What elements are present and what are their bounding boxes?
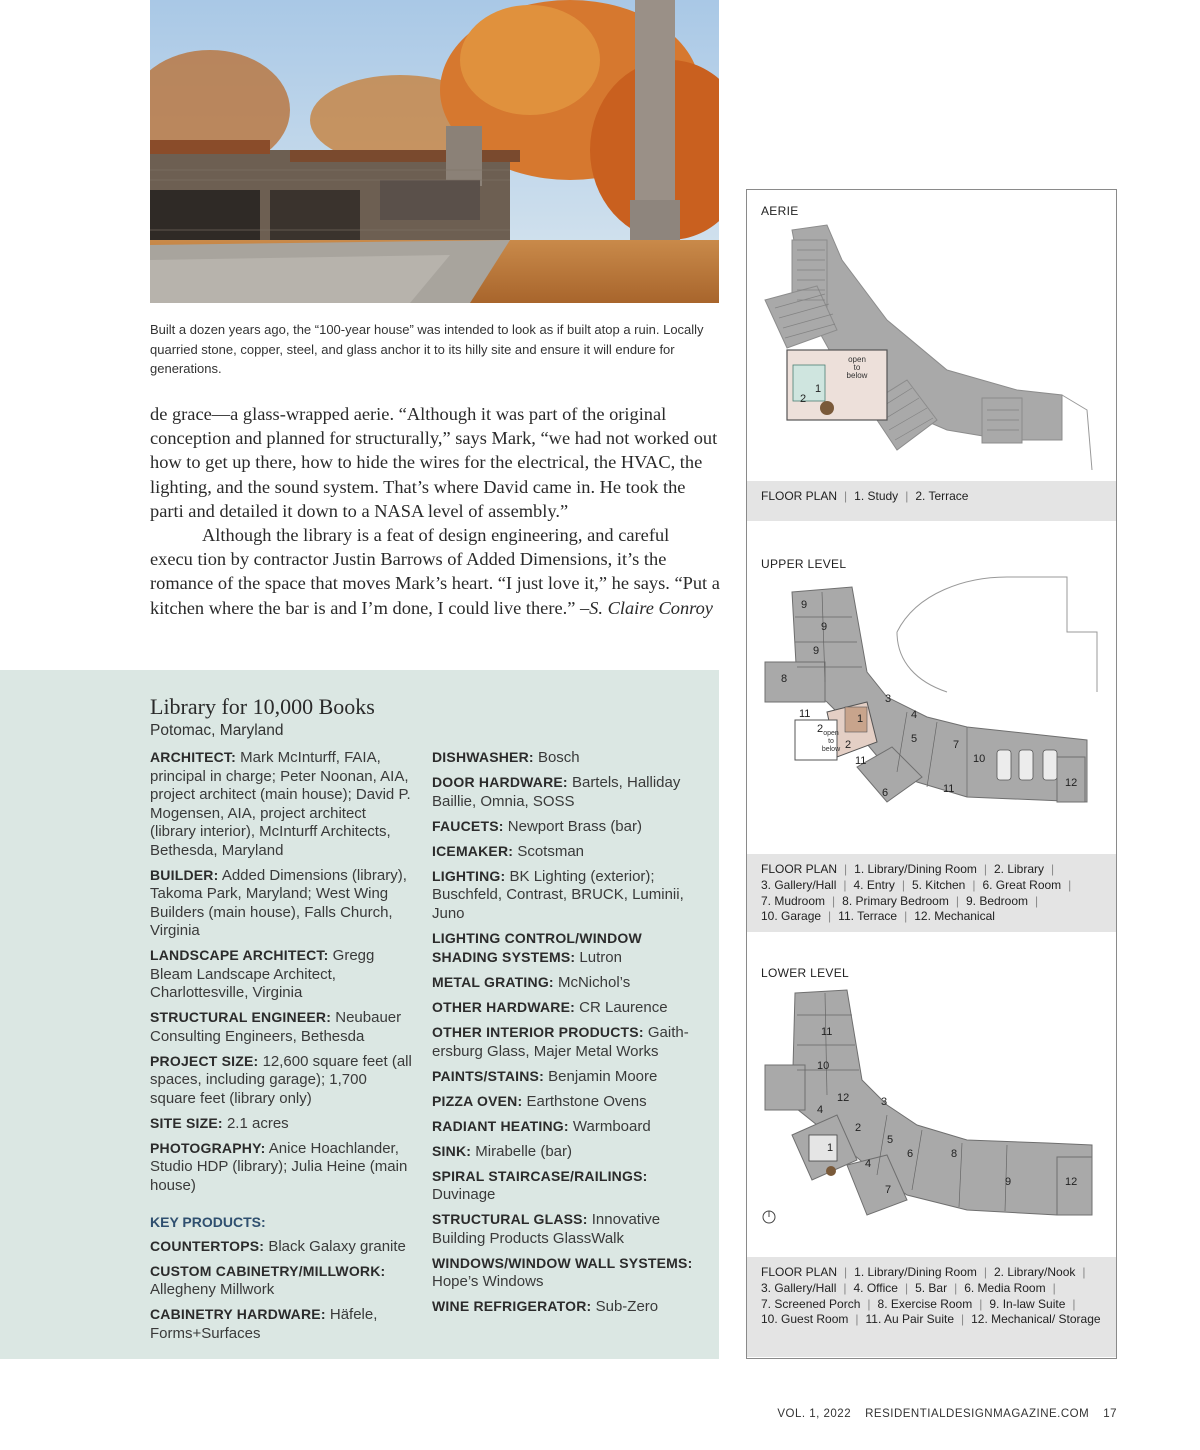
product-entry bbox=[432, 1210, 702, 1248]
product-entry bbox=[432, 998, 702, 1018]
product-label: RADIANT HEATING: bbox=[432, 1117, 569, 1134]
lower-room-label: 8 bbox=[951, 1148, 958, 1160]
legend-item: 10. Garage bbox=[761, 909, 822, 924]
credit-value: Added Dimensions (library), Takoma Park, Maryland; West Wing Builders (main house), Falls Church, Virginia bbox=[150, 866, 407, 939]
upper-room-label: 9 bbox=[801, 599, 808, 611]
product-label: PAINTS/STAINS: bbox=[432, 1067, 544, 1084]
product-value: Black Galaxy granite bbox=[268, 1237, 406, 1255]
product-label: LIGHTING CONTROL/WINDOW SHADING SYSTEMS: bbox=[432, 929, 642, 965]
credit-label: BUILDER: bbox=[150, 866, 219, 883]
product-label: DISHWASHER: bbox=[432, 749, 534, 765]
legend-item: 1. Library/Dining Room bbox=[854, 1265, 977, 1279]
upper-room-label: 5 bbox=[911, 733, 918, 745]
legend-item: 7. Screened Porch bbox=[761, 1296, 861, 1311]
lower-room-label: 4 bbox=[865, 1158, 872, 1170]
product-label: CABINETRY HARDWARE: bbox=[150, 1306, 326, 1322]
credit-label: PHOTOGRAPHY: bbox=[150, 1139, 266, 1156]
project-credits-panel bbox=[0, 670, 719, 1359]
product-value: Bartels, Halliday Baillie, Omnia, SOSS bbox=[432, 774, 681, 810]
product-entry bbox=[432, 1254, 702, 1292]
body-paragraph-2 bbox=[150, 523, 722, 620]
credit-entry bbox=[150, 748, 412, 860]
legend-item: 4. Entry bbox=[853, 877, 895, 892]
upper-room-label: 10 bbox=[973, 753, 986, 765]
project-location: Potomac, Maryland bbox=[150, 722, 284, 739]
legend-item: 2. Terrace bbox=[915, 489, 969, 503]
aerie-legend: FLOOR PLAN | 1. Study | 2. Terrace bbox=[747, 481, 1116, 521]
product-entry bbox=[432, 973, 702, 993]
product-label: COUNTERTOPS: bbox=[150, 1237, 265, 1254]
upper-room-label: 12 bbox=[1065, 777, 1078, 789]
product-value: Bosch bbox=[537, 749, 580, 766]
legend-item: 6. Media Room bbox=[964, 1280, 1046, 1295]
aerie-room-label: 2 bbox=[800, 393, 807, 405]
legend-item: 5. Kitchen bbox=[911, 877, 966, 892]
product-value: Benjamin Moore bbox=[548, 1067, 658, 1085]
upper-legend: FLOOR PLAN | 1. Library/Dining Room | 2. Library | 3. Gallery/Hall | 4. Entry | 5. Kitchen | 6. Great Room | 7. Mudroom | 8. Primary Bedroom | 9. Bedroom | 10. Garage | 11. Terrace | 12. Mechanical bbox=[747, 854, 1116, 932]
credit-entry bbox=[150, 866, 412, 941]
upper-room-label: 2 bbox=[817, 723, 824, 735]
credit-label: SITE SIZE: bbox=[150, 1114, 223, 1131]
page-footer bbox=[763, 1408, 1117, 1420]
product-label: FAUCETS: bbox=[432, 817, 504, 834]
aerie-floor-plan bbox=[747, 220, 1116, 480]
product-entry bbox=[432, 817, 702, 837]
lower-floor-plan bbox=[747, 985, 1116, 1245]
lower-room-label: 4 bbox=[817, 1104, 824, 1116]
credit-entry bbox=[150, 1114, 412, 1134]
credits-left-column bbox=[150, 748, 412, 1349]
lower-room-label: 5 bbox=[887, 1134, 894, 1146]
product-value: Scotsman bbox=[517, 842, 585, 860]
legend-item: FLOOR PLAN bbox=[761, 1265, 838, 1279]
product-entry bbox=[432, 1297, 702, 1317]
legend-item: 9. In-law Suite bbox=[989, 1296, 1066, 1311]
upper-room-label: 11 bbox=[943, 783, 955, 795]
credit-entry bbox=[150, 1139, 412, 1196]
product-value: Warmboard bbox=[572, 1117, 651, 1135]
lower-room-label: 9 bbox=[1005, 1176, 1012, 1188]
aerie-open-below-text: below bbox=[846, 371, 868, 380]
author-byline: –S. Claire Conroy bbox=[579, 597, 713, 618]
upper-room-label: 7 bbox=[953, 739, 960, 751]
product-label: DOOR HARDWARE: bbox=[432, 774, 568, 790]
credit-value: 2.1 acres bbox=[226, 1114, 289, 1132]
product-value: Gaithersburg Glass, Majer Metal Works bbox=[432, 1024, 689, 1060]
lower-room-label: 3 bbox=[881, 1096, 888, 1108]
credit-entry bbox=[150, 1008, 412, 1046]
product-entry bbox=[432, 1167, 702, 1205]
legend-item: 3. Gallery/Hall bbox=[761, 1280, 837, 1295]
product-value: BK Lighting (exterior); Buschfeld, Contrast, BRUCK, Luminii, Juno bbox=[432, 867, 684, 922]
legend-item: 12. Mechanical/ Storage bbox=[971, 1312, 1101, 1327]
legend-item: FLOOR PLAN bbox=[761, 489, 838, 503]
body-paragraph-2-text: Although the library is a feat of design engineering, and careful execu tion by contractor Justin Barrows of Added Dimensions, it’s the romance of the space that moves Mark’s heart. “I just love it,” he says. “Put a kitchen where the bar is and I’m done, I could live there.” bbox=[150, 525, 720, 618]
product-entry bbox=[432, 1067, 702, 1087]
product-label: PIZZA OVEN: bbox=[432, 1092, 523, 1109]
upper-room-label: 3 bbox=[885, 693, 892, 705]
upper-plan-title: UPPER LEVEL bbox=[761, 557, 847, 571]
product-value: Innovative Building Products GlassWalk bbox=[432, 1211, 661, 1247]
legend-item: 11. Terrace bbox=[838, 909, 898, 924]
product-entry bbox=[150, 1237, 412, 1257]
aerie-room-label: 1 bbox=[815, 383, 822, 395]
legend-item: FLOOR PLAN bbox=[761, 862, 838, 876]
footer-site: RESIDENTIALDESIGNMAGAZINE.COM bbox=[865, 1408, 1090, 1420]
lower-plan-title: LOWER LEVEL bbox=[761, 966, 849, 980]
product-value: Häfele, Forms+Surfaces bbox=[150, 1306, 378, 1342]
legend-item: 8. Primary Bedroom bbox=[842, 893, 949, 908]
legend-item: 2. Library bbox=[994, 862, 1045, 876]
footer-volume: VOL. 1, 2022 bbox=[777, 1408, 852, 1420]
product-entry bbox=[432, 1023, 702, 1061]
lower-legend: FLOOR PLAN | 1. Library/Dining Room | 2. Library/Nook | 3. Gallery/Hall | 4. Office | 5. Bar | 6. Media Room | 7. Screened Porch | 8. Exercise Room | 9. In-law Suite | 10. Guest Room | 11. Au Pair Suite | 12. Mechanical/ Storage bbox=[747, 1257, 1116, 1357]
project-title: Library for 10,000 Books bbox=[150, 694, 375, 719]
upper-room-label: 9 bbox=[821, 621, 828, 633]
lower-room-label: 10 bbox=[817, 1060, 830, 1072]
product-entry bbox=[432, 1092, 702, 1112]
product-value: Newport Brass (bar) bbox=[507, 817, 642, 835]
credit-value: Gregg Bleam Landscape Architect, Charlottesville, Virginia bbox=[150, 947, 375, 1001]
legend-item: 7. Mudroom bbox=[761, 893, 826, 908]
product-label: STRUCTURAL GLASS: bbox=[432, 1211, 588, 1227]
product-label: WINE REFRIGERATOR: bbox=[432, 1298, 592, 1314]
legend-item: 6. Great Room bbox=[982, 877, 1062, 892]
body-paragraph-1: de grace—a glass-wrapped aerie. “Although it was part of the original conception and planned for structurally,” says Mark, “we had not worked out how to get up there, how to hide the wires for the electrical, the HVAC, the lighting, and the sound system. That’s where David came in. He took the parti and detailed it down to a NASA level of assembly.” bbox=[150, 404, 718, 521]
upper-room-label: 8 bbox=[781, 673, 788, 685]
upper-open-below-text: open bbox=[823, 730, 839, 737]
floor-plans-panel bbox=[746, 189, 1117, 1359]
legend-item: 11. Au Pair Suite bbox=[865, 1312, 954, 1327]
product-value: Mirabelle (bar) bbox=[475, 1142, 572, 1160]
legend-item: 12. Mechanical bbox=[914, 909, 995, 924]
legend-item: 8. Exercise Room bbox=[877, 1296, 973, 1311]
product-entry bbox=[432, 748, 702, 768]
product-label: ICEMAKER: bbox=[432, 842, 514, 859]
lower-room-label: 2 bbox=[855, 1122, 862, 1134]
product-value: Earthstone Ovens bbox=[526, 1092, 647, 1110]
product-entry bbox=[432, 773, 702, 811]
product-label: OTHER HARDWARE: bbox=[432, 999, 575, 1015]
aerie-plan-title: AERIE bbox=[761, 204, 799, 218]
credit-entry bbox=[150, 1052, 412, 1109]
legend-item: 4. Office bbox=[853, 1280, 898, 1295]
page-number: 17 bbox=[1103, 1408, 1117, 1420]
credit-value: Neubauer Consulting Engineers, Bethesda bbox=[150, 1009, 402, 1045]
upper-room-label: 1 bbox=[857, 713, 864, 725]
house-photo bbox=[150, 0, 719, 303]
upper-open-below-text: below bbox=[821, 746, 841, 753]
lower-room-label: 12 bbox=[837, 1092, 850, 1104]
legend-item: 9. Bedroom bbox=[965, 893, 1029, 908]
legend-item: 3. Gallery/Hall bbox=[761, 877, 837, 892]
product-value: Hope’s Windows bbox=[432, 1273, 544, 1290]
product-entry bbox=[432, 842, 702, 862]
product-value: Lutron bbox=[579, 949, 622, 966]
product-label: LIGHTING: bbox=[432, 867, 506, 884]
legend-item: 1. Study bbox=[854, 489, 899, 503]
legend-item: 10. Guest Room bbox=[761, 1312, 849, 1327]
house-photo-image bbox=[150, 0, 719, 303]
product-value: Sub-Zero bbox=[595, 1298, 659, 1315]
credit-value: 12,600 square feet (all spaces, including garage); 1,700 square feet (library only) bbox=[150, 1052, 412, 1107]
credit-entry bbox=[150, 946, 412, 1003]
product-value: Duvinage bbox=[432, 1186, 496, 1203]
upper-room-label: 11 bbox=[799, 708, 811, 720]
lower-room-label: 1 bbox=[827, 1142, 834, 1154]
upper-open-below-text: to bbox=[828, 738, 834, 745]
credit-value: Mark McInturff, FAIA, principal in charge; Peter Noonan, AIA, project architect (main house); David P. Mogensen, AIA, project architect (library interior), McInturff Architects, Bethesda, Maryland bbox=[150, 749, 411, 859]
upper-room-label: 2 bbox=[845, 739, 852, 751]
key-products-heading: KEY PRODUCTS: bbox=[150, 1214, 266, 1230]
product-entry bbox=[432, 1142, 702, 1162]
upper-room-label: 11 bbox=[855, 755, 867, 767]
article-body bbox=[150, 402, 722, 620]
product-label: METAL GRATING: bbox=[432, 974, 554, 990]
legend-item: 5. Bar bbox=[915, 1280, 948, 1295]
product-entry bbox=[150, 1305, 412, 1343]
product-entry bbox=[432, 929, 702, 968]
credit-label: LANDSCAPE ARCHITECT: bbox=[150, 947, 329, 963]
credits-right-column bbox=[432, 748, 702, 1322]
credit-label: PROJECT SIZE: bbox=[150, 1052, 259, 1069]
upper-room-label: 9 bbox=[813, 645, 820, 657]
product-label: CUSTOM CABINETRY/MILLWORK: bbox=[150, 1262, 386, 1279]
lower-room-label: 11 bbox=[821, 1026, 833, 1038]
product-label: WINDOWS/WINDOW WALL SYSTEMS: bbox=[432, 1254, 693, 1271]
product-value: McNichol’s bbox=[557, 974, 631, 991]
photo-caption: Built a dozen years ago, the “100-year house” was intended to look as if built atop a ruin. Locally quarried stone, copper, steel, and glass anchor it to its hilly site and ensure it will endure for generations. bbox=[150, 322, 704, 376]
product-entry bbox=[432, 1117, 702, 1137]
product-value: Allegheny Millwork bbox=[150, 1281, 275, 1298]
upper-room-label: 6 bbox=[882, 787, 889, 799]
product-entry bbox=[150, 1262, 412, 1300]
lower-room-label: 7 bbox=[885, 1184, 892, 1196]
product-label: SINK: bbox=[432, 1142, 472, 1159]
upper-room-label: 4 bbox=[911, 709, 918, 721]
aerie-open-below-text: to bbox=[853, 363, 861, 372]
aerie-open-below-text: open bbox=[848, 355, 866, 364]
credit-label: ARCHITECT: bbox=[150, 749, 236, 765]
lower-room-label: 12 bbox=[1065, 1176, 1078, 1188]
upper-floor-plan bbox=[747, 572, 1116, 852]
product-entry bbox=[432, 867, 702, 924]
legend-item: 1. Library/Dining Room bbox=[854, 862, 977, 876]
product-value: CR Laurence bbox=[579, 999, 668, 1016]
legend-item: 2. Library/Nook bbox=[994, 1265, 1076, 1279]
lower-room-label: 6 bbox=[907, 1148, 914, 1160]
product-label: OTHER INTERIOR PRODUCTS: bbox=[432, 1024, 644, 1040]
product-label: SPIRAL STAIRCASE/RAILINGS: bbox=[432, 1167, 648, 1184]
credit-label: STRUCTURAL ENGINEER: bbox=[150, 1009, 332, 1025]
credit-value: Anice Hoachlander, Studio HDP (library); Julia Heine (main house) bbox=[150, 1139, 408, 1194]
